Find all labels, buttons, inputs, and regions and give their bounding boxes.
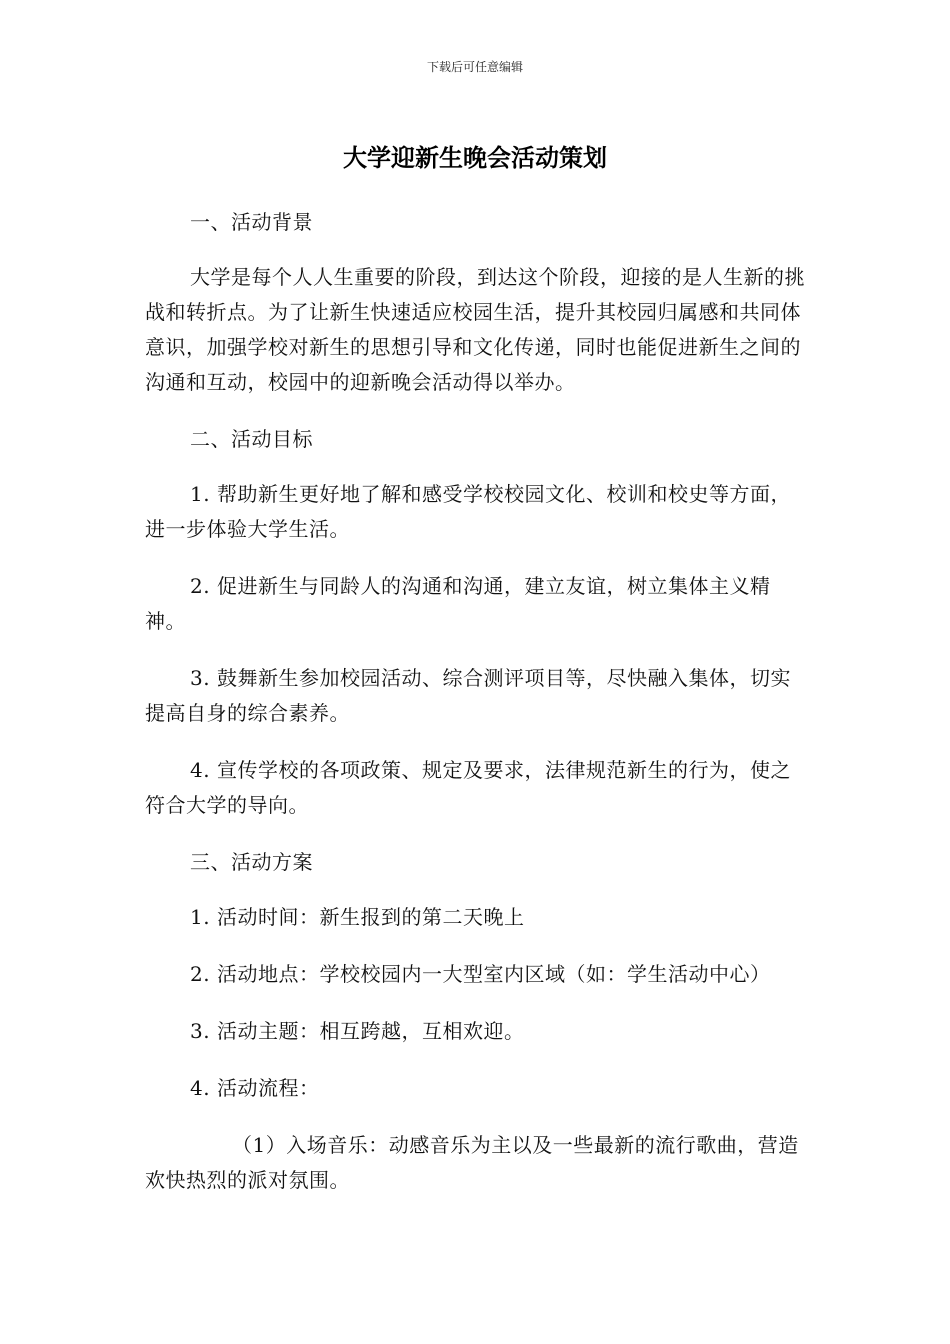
list-item: 1. 帮助新生更好地了解和感受学校校园文化、校训和校史等方面，进一步体验大学生活。 <box>145 482 791 541</box>
section-heading: 三、活动方案 <box>190 850 313 874</box>
list-item: 1. 活动时间：新生报到的第二天晚上 <box>190 905 525 929</box>
list-item: 3. 活动主题：相互跨越，互相欢迎。 <box>190 1019 525 1043</box>
header-note: 下载后可任意编辑 <box>426 60 523 74</box>
paragraph: 大学是每个人人生重要的阶段，到达这个阶段，迎接的是人生新的挑战和转折点。为了让新生快速适应校园生活，提升其校园归属感和共同体意识，加强学校对新生的思想引导和文化传递，同时也能促进新生之间的沟通和互动，校园中的迎新晚会活动得以举办。 <box>145 265 805 394</box>
sub-list-item: （1）入场音乐：动感音乐为主以及一些最新的流行歌曲，营造欢快热烈的派对氛围。 <box>145 1133 799 1192</box>
list-item: 2. 活动地点：学校校园内一大型室内区域（如：学生活动中心） <box>190 962 771 986</box>
list-item: 3. 鼓舞新生参加校园活动、综合测评项目等，尽快融入集体，切实提高自身的综合素养。 <box>145 666 791 725</box>
list-item: 2. 促进新生与同龄人的沟通和沟通，建立友谊，树立集体主义精神。 <box>145 574 771 633</box>
section-heading: 一、活动背景 <box>190 210 313 234</box>
document-title: 大学迎新生晚会活动策划 <box>343 144 607 172</box>
document-body <box>145 205 810 1220</box>
list-item: 4. 宣传学校的各项政策、规定及要求，法律规范新生的行为，使之符合大学的导向。 <box>145 758 791 817</box>
section-heading: 二、活动目标 <box>190 427 313 451</box>
list-item: 4. 活动流程： <box>190 1076 320 1100</box>
